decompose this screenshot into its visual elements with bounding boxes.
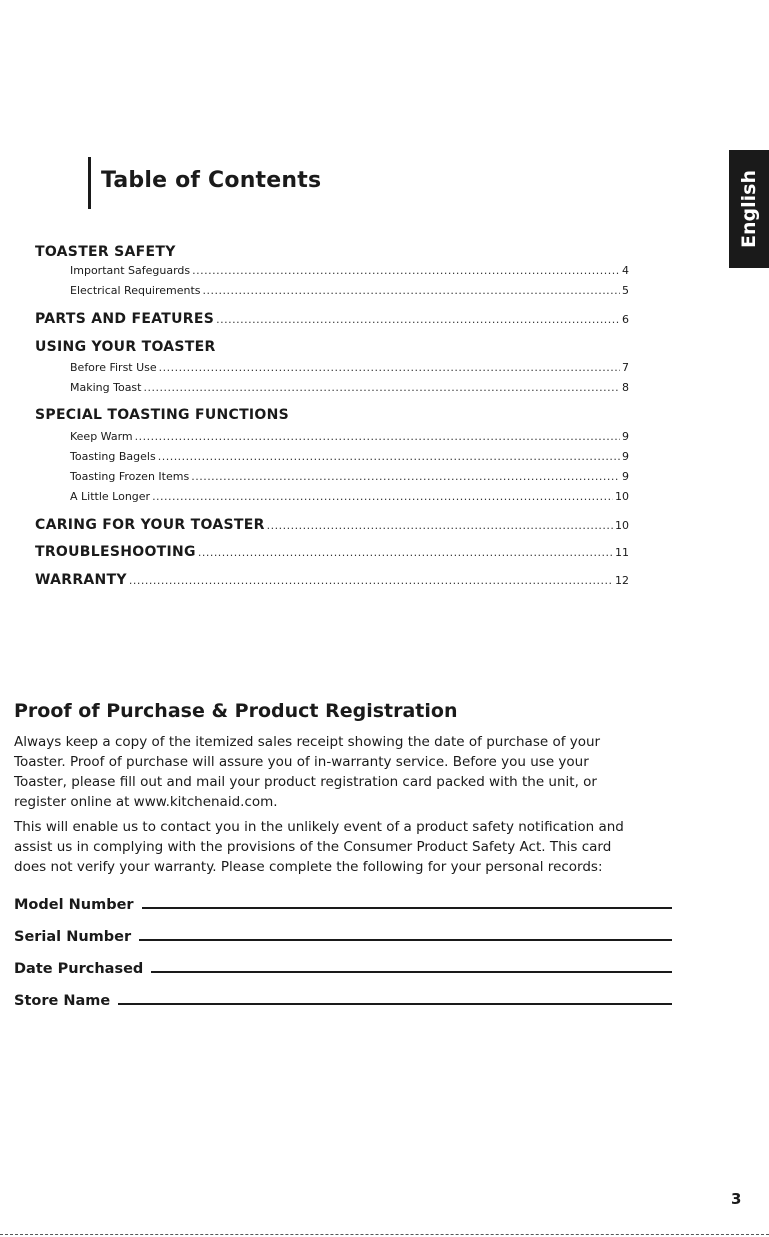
toc-item-important-safeguards[interactable]: Important Safeguards ..... 4: [70, 264, 629, 277]
toc-item-electrical-requirements[interactable]: Electrical Requirements ..... 5: [70, 284, 629, 297]
toc-item-toasting-bagels[interactable]: Toasting Bagels ..... 9: [70, 450, 629, 463]
toc-item-toasting-frozen-items[interactable]: Toasting Frozen Items ..... 9: [70, 470, 629, 483]
model-number-field[interactable]: [14, 893, 672, 913]
proof-paragraph-2-line: assist us in complying with the provisions of the Consumer Product Safety Act. This card: [14, 839, 612, 855]
proof-paragraph-1: [14, 732, 694, 812]
page-bottom-rule: [0, 1234, 769, 1235]
toc-heading-toaster-safety: TOASTER SAFETY: [35, 244, 176, 260]
toc-item-making-toast[interactable]: Making Toast ..... 8: [70, 381, 629, 394]
proof-paragraph-1-line: Toaster. Proof of purchase will assure you of in-warranty service. Before you use your: [14, 754, 589, 770]
page-number: 3: [731, 1190, 742, 1208]
toc-item-caring-for-your-toaster[interactable]: CARING FOR YOUR TOASTER ..... 10: [35, 517, 629, 533]
toc-item-parts-and-features[interactable]: PARTS AND FEATURES ..... 6: [35, 311, 629, 327]
proof-of-purchase-title: Proof of Purchase & Product Registration: [14, 700, 458, 722]
store-name-blank-line[interactable]: [118, 989, 672, 1005]
toc-item-a-little-longer[interactable]: A Little Longer ..... 10: [70, 490, 629, 503]
store-name-label: Store Name: [14, 993, 111, 1009]
date-purchased-label: Date Purchased: [14, 961, 144, 977]
proof-paragraph-2: [14, 817, 694, 877]
proof-paragraph-1-line: register online at www.kitchenaid.com.: [14, 794, 278, 810]
date-purchased-blank-line[interactable]: [151, 957, 672, 973]
toc-item-keep-warm[interactable]: Keep Warm ..... 9: [70, 430, 629, 443]
toc-title: Table of Contents: [101, 168, 322, 193]
store-name-field[interactable]: [14, 989, 672, 1009]
serial-number-field[interactable]: [14, 925, 672, 945]
serial-number-label: Serial Number: [14, 929, 132, 945]
toc-item-warranty[interactable]: WARRANTY ..... 12: [35, 572, 629, 588]
proof-paragraph-1-line: Toaster, please fill out and mail your product registration card packed with the unit, or: [14, 774, 597, 790]
serial-number-blank-line[interactable]: [139, 925, 672, 941]
proof-paragraph-2-line: does not verify your warranty. Please complete the following for your personal records:: [14, 859, 603, 875]
date-purchased-field[interactable]: [14, 957, 672, 977]
toc-item-before-first-use[interactable]: Before First Use ..... 7: [70, 361, 629, 374]
proof-paragraph-1-line: Always keep a copy of the itemized sales receipt showing the date of purchase of your: [14, 734, 601, 750]
model-number-label: Model Number: [14, 897, 134, 913]
language-tab-label: English: [738, 170, 760, 248]
model-number-blank-line[interactable]: [142, 893, 672, 909]
toc-item-troubleshooting[interactable]: TROUBLESHOOTING ..... 11: [35, 544, 629, 560]
toc-heading-special-toasting-functions: SPECIAL TOASTING FUNCTIONS: [35, 407, 290, 423]
proof-paragraph-2-line: This will enable us to contact you in the unlikely event of a product safety notification and: [14, 819, 624, 835]
toc-heading-using-your-toaster: USING YOUR TOASTER: [35, 339, 216, 355]
